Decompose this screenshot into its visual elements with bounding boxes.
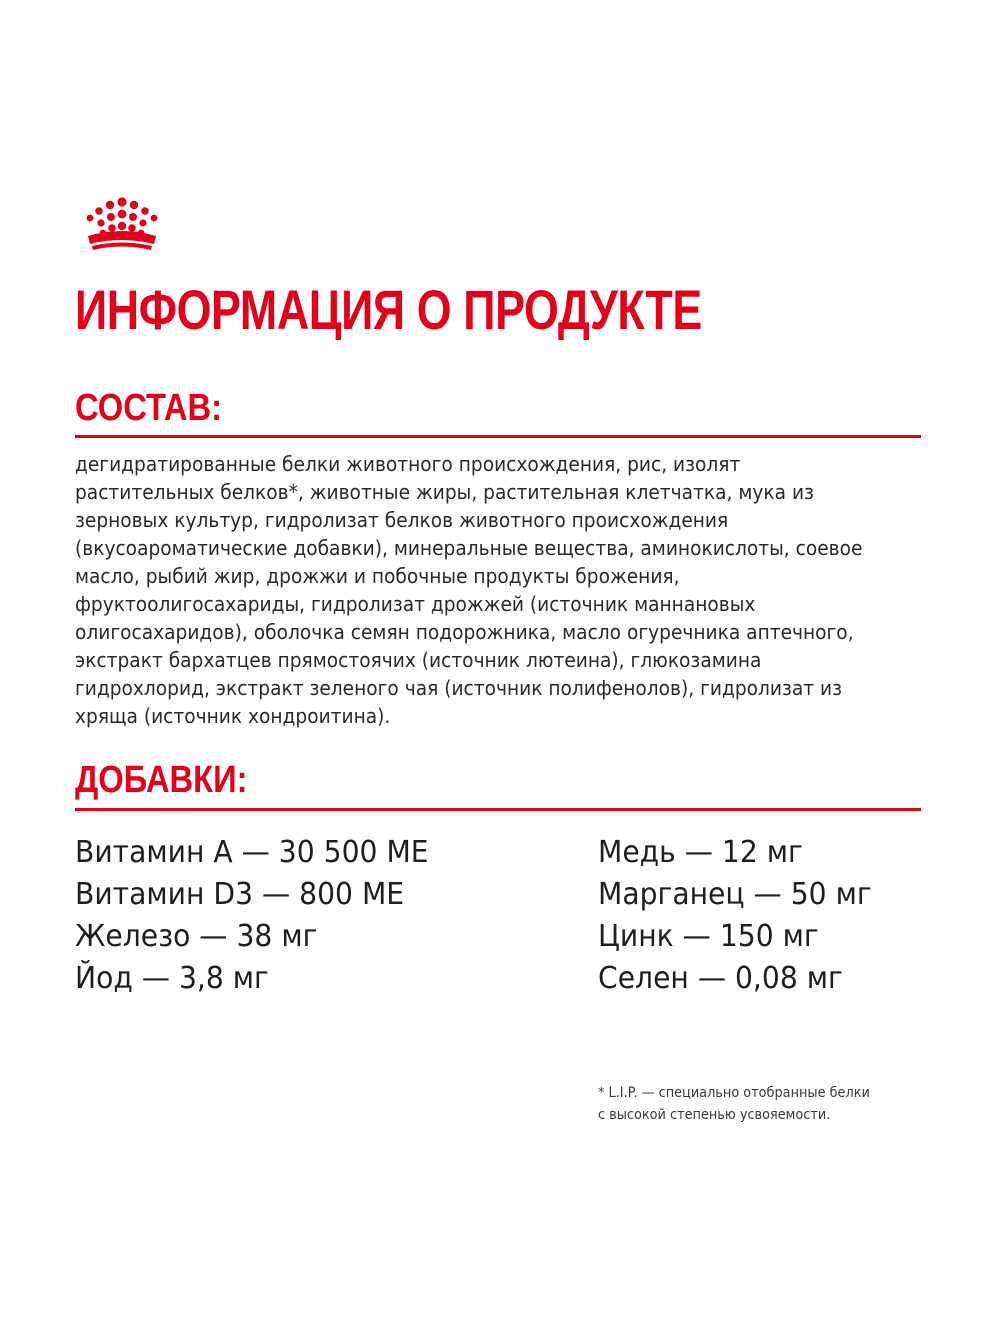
footnote-line: с высокой степенью усвояемости. (598, 1107, 831, 1123)
additives-column-right (598, 832, 889, 1000)
additive-item: Селен — 0,08 мг (598, 961, 843, 996)
additive-item: Витамин D3 — 800 МЕ (75, 877, 405, 912)
additive-item: Марганец — 50 мг (598, 877, 872, 912)
additives-list (75, 832, 935, 1012)
additive-item: Витамин А — 30 500 МЕ (75, 835, 429, 870)
section-divider (75, 808, 921, 811)
composition-heading: СОСТАВ: (75, 387, 222, 429)
composition-text: дегидратированные белки животного происхождения, рис, изолят растительных белков*, животные жиры, растительная клетчатка, мука из зерновых культур, гидролизат белков животного происхождения (вкусоароматические добавки), минеральные вещества, аминокислоты, соевое масло, рыбий жир, дрожжи и побочные продукты брожения, фруктоолигосахариды, гидролизат дрожжей (источник маннановых олигосахаридов), оболочка семян подорожника, масло огуречника аптечного, экстракт бархатцев прямостоячих (источник лютеина), глюкозамина гидрохлорид, экстракт зеленого чая (источник полифенолов), гидролизат из хряща (источник хондроитина). (75, 452, 863, 728)
additive-item: Цинк — 150 мг (598, 919, 819, 954)
footnote (598, 1082, 929, 1126)
additives-heading: ДОБАВКИ: (75, 759, 248, 801)
additive-item: Железо — 38 мг (75, 919, 318, 954)
section-divider (75, 435, 921, 438)
additive-item: Медь — 12 мг (598, 835, 803, 870)
footnote-line: * L.I.P. — специально отобранные белки (598, 1085, 870, 1101)
additive-item: Йод — 3,8 мг (75, 961, 269, 996)
crown-icon (80, 196, 164, 252)
additives-column-left (75, 832, 451, 1000)
page-title: ИНФОРМАЦИЯ О ПРОДУКТЕ (75, 278, 702, 341)
